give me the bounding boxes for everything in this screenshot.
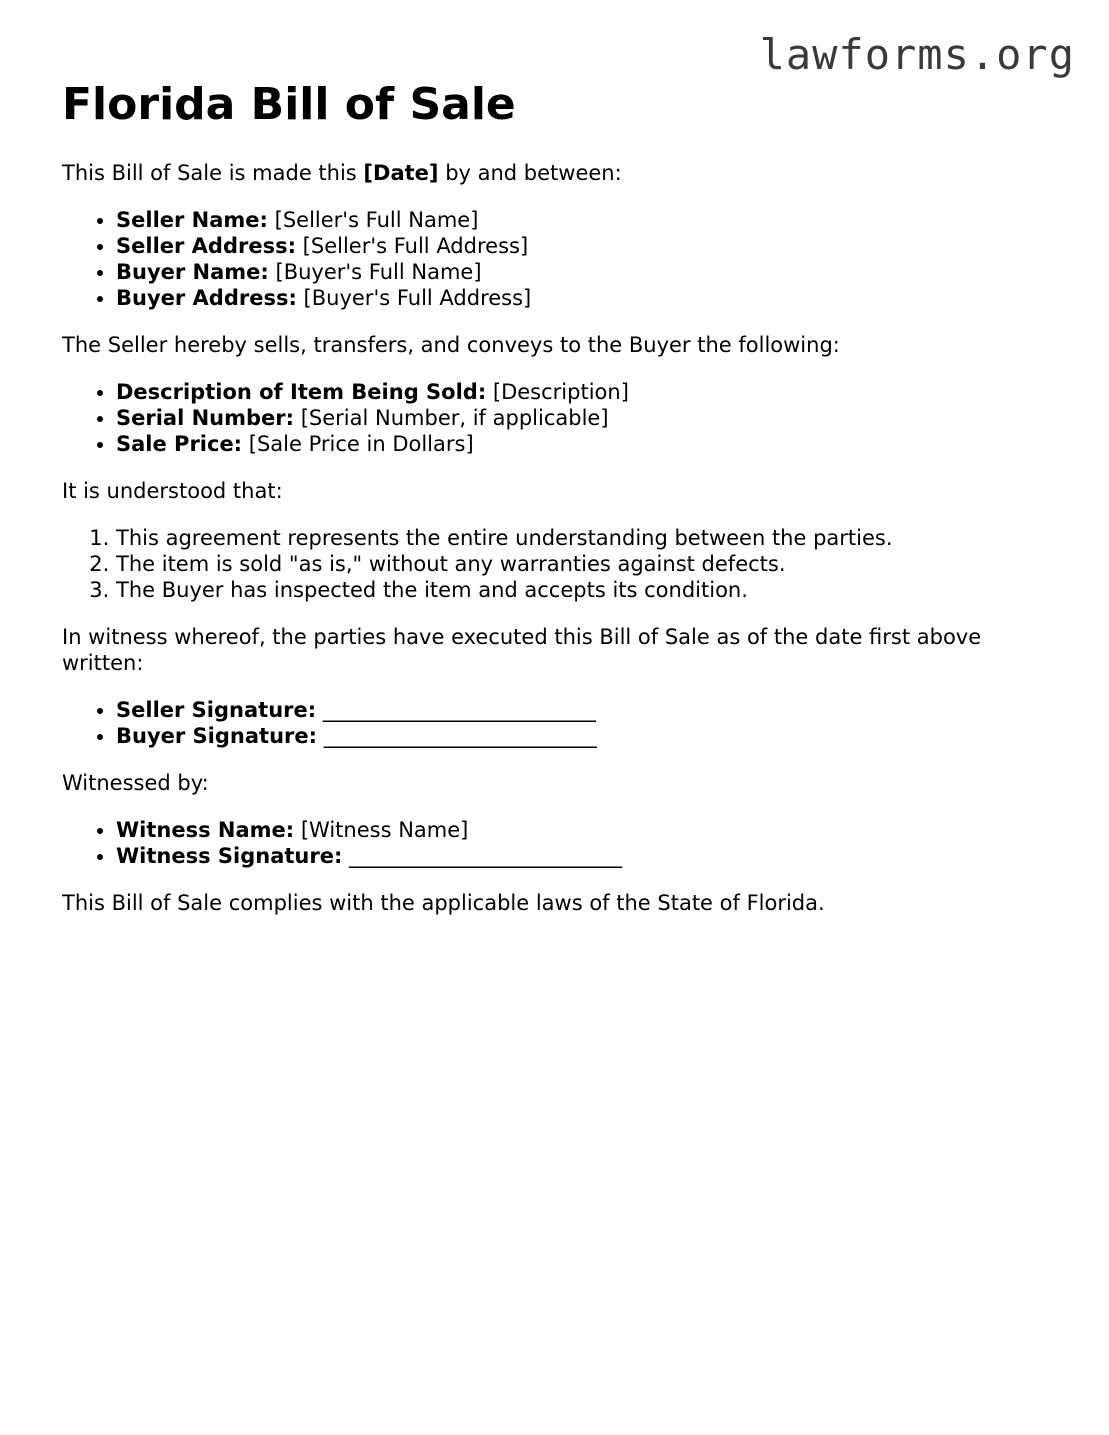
signature-line: __________________________ — [316, 698, 596, 722]
witnessed-by-paragraph: Witnessed by: — [62, 771, 209, 795]
field-label: Seller Name: — [116, 208, 268, 232]
items-list — [62, 379, 1047, 457]
transfer-paragraph: The Seller hereby sells, transfers, and conveys to the Buyer the following: — [62, 333, 840, 357]
field-value: [Serial Number, if applicable] — [294, 406, 609, 430]
closing-paragraph: This Bill of Sale complies with the applicable laws of the State of Florida. — [62, 891, 825, 915]
intro-after: by and between: — [438, 161, 622, 185]
signature-line: __________________________ — [342, 844, 623, 868]
list-item — [116, 233, 1047, 259]
field-value: [Buyer's Full Address] — [296, 286, 532, 310]
list-item — [116, 285, 1047, 311]
field-value: [Seller's Full Name] — [267, 208, 479, 232]
witness-list — [62, 817, 1047, 869]
list-item: 2. The item is sold "as is," without any warranties against defects. — [116, 551, 1047, 577]
field-label: Buyer Signature: — [116, 724, 318, 748]
field-value: [Buyer's Full Name] — [268, 260, 482, 284]
field-value: [Seller's Full Address] — [296, 234, 529, 258]
signature-line: __________________________ — [317, 724, 597, 748]
list-item — [116, 259, 1047, 285]
field-label: Sale Price: — [116, 432, 243, 456]
list-item: 3. The Buyer has inspected the item and accepts its condition. — [116, 577, 1047, 603]
list-item — [116, 817, 1047, 843]
witness-paragraph: In witness whereof, the parties have executed this Bill of Sale as of the date first above written: — [62, 625, 982, 675]
field-label: Buyer Name: — [116, 260, 269, 284]
intro-before: This Bill of Sale is made this — [62, 161, 364, 185]
list-item — [116, 207, 1047, 233]
field-label: Buyer Address: — [116, 286, 297, 310]
list-item — [116, 697, 1047, 723]
document-title: Florida Bill of Sale — [62, 79, 516, 130]
field-value: [Witness Name] — [294, 818, 469, 842]
list-item — [116, 405, 1047, 431]
parties-list — [62, 207, 1047, 311]
field-value: [Sale Price in Dollars] — [242, 432, 474, 456]
date-placeholder: [Date] — [363, 161, 439, 185]
list-item — [116, 379, 1047, 405]
field-label: Witness Signature: — [116, 844, 343, 868]
field-label: Seller Address: — [116, 234, 296, 258]
signatures-list — [62, 697, 1047, 749]
list-item — [116, 723, 1047, 749]
terms-list — [62, 525, 1047, 603]
watermark-logo: lawforms.org — [759, 30, 1075, 79]
field-label: Serial Number: — [116, 406, 295, 430]
understood-paragraph: It is understood that: — [62, 479, 283, 503]
list-item — [116, 843, 1047, 869]
field-label: Witness Name: — [116, 818, 295, 842]
list-item — [116, 431, 1047, 457]
document-body — [62, 78, 1047, 916]
field-value: [Description] — [486, 380, 629, 404]
field-label: Description of Item Being Sold: — [116, 380, 487, 404]
intro-paragraph — [62, 160, 1047, 186]
list-item: 1. This agreement represents the entire understanding between the parties. — [116, 525, 1047, 551]
field-label: Seller Signature: — [116, 698, 317, 722]
